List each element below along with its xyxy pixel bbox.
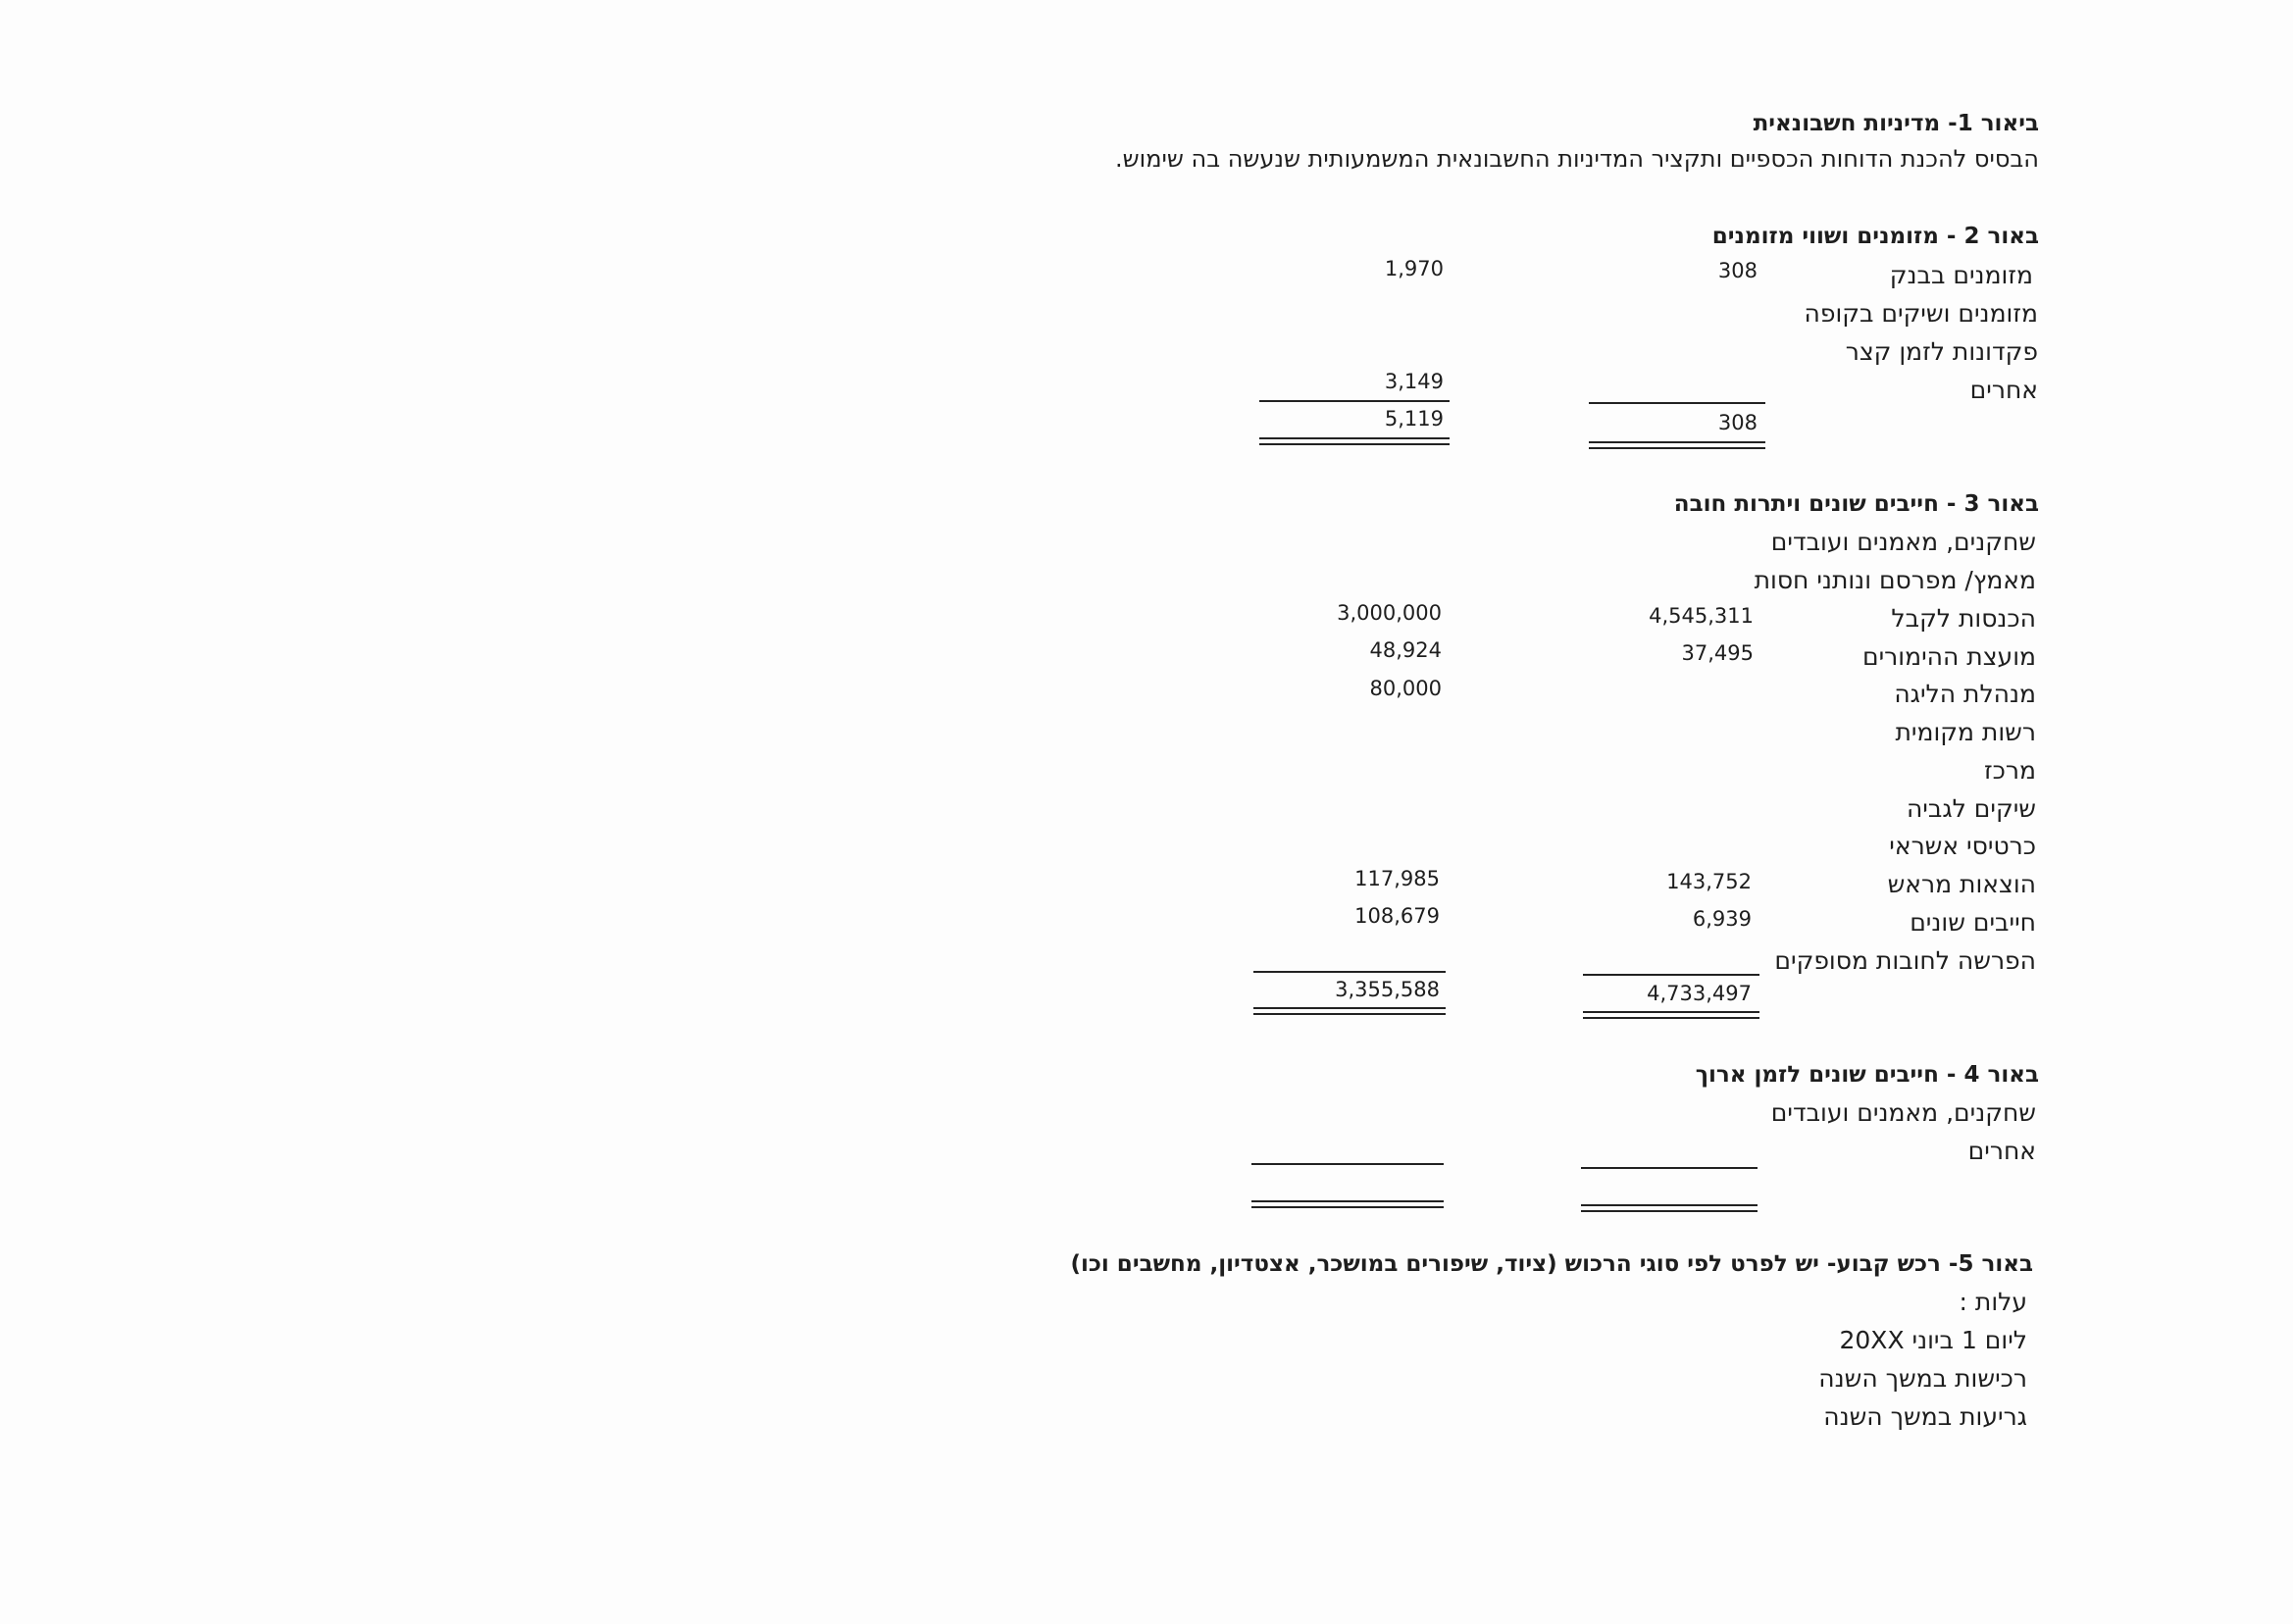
note2-total-col2: 5,119 — [1384, 407, 1444, 431]
subtotal-line — [1589, 402, 1765, 404]
note3-row-col2: 3,000,000 — [1337, 601, 1442, 625]
note3-row-label: רשות מקומית — [1895, 718, 2036, 746]
note3-row-col1: 143,752 — [1666, 870, 1752, 893]
note3-row-label: מועצת ההימורים — [1862, 642, 2036, 671]
subtotal-line — [1259, 400, 1450, 402]
subtotal-line — [1251, 1163, 1444, 1165]
total-double-line — [1251, 1200, 1444, 1208]
note3-row-col2: 80,000 — [1369, 677, 1442, 700]
note1-text: הבסיס להכנת הדוחות הכספיים ותקציר המדיניות החשבונאית המשמעותית שנעשה בה שימוש. — [1115, 145, 2039, 173]
total-double-line — [1581, 1204, 1758, 1212]
note3-row-col2: 48,924 — [1369, 638, 1442, 662]
note2-row-col2: 3,149 — [1384, 370, 1444, 393]
note5-row-label: עלות : — [1959, 1288, 2027, 1316]
note2-row-label: מזומנים בבנק — [1889, 261, 2033, 289]
note3-row-label: חייבים שונים — [1910, 908, 2036, 937]
note3-row-col1: 37,495 — [1681, 641, 1754, 665]
note3-total-col1: 4,733,497 — [1647, 982, 1752, 1005]
note4-title: באור 4 - חייבים שונים לזמן ארוך — [1695, 1062, 2039, 1088]
note2-row-col2: 1,970 — [1384, 257, 1444, 280]
note3-row-label: מרכז — [1984, 756, 2036, 785]
note4-row-label: שחקנים, מאמנים ועובדים — [1770, 1098, 2036, 1127]
note5-row-label: ליום 1 ביוני 20XX — [1839, 1326, 2027, 1354]
note3-row-label: שחקנים, מאמנים ועובדים — [1770, 528, 2036, 556]
subtotal-line — [1583, 974, 1759, 976]
note2-row-col1: 308 — [1717, 259, 1758, 282]
total-double-line — [1253, 1007, 1446, 1015]
note2-title: באור 2 - מזומנים ושווי מזומנים — [1711, 224, 2039, 249]
subtotal-line — [1253, 971, 1446, 973]
note1-title: ביאור 1- מדיניות חשבונאית — [1753, 111, 2039, 136]
note3-row-col1: 4,545,311 — [1649, 604, 1754, 628]
note3-row-label: הוצאות מראש — [1887, 870, 2036, 898]
note3-row-label: שיקים לגביה — [1906, 794, 2036, 823]
note3-row-label: הפרשה לחובות מסופקים — [1774, 946, 2036, 975]
note3-row-label: מאמץ/ מפרסם ונותני חסות — [1754, 566, 2036, 594]
note3-row-label: כרטיסי אשראי — [1889, 832, 2036, 860]
note3-total-col2: 3,355,588 — [1335, 978, 1440, 1001]
note2-row-label: מזומנים ושיקים בקופה — [1804, 299, 2038, 328]
note3-row-col2: 117,985 — [1354, 867, 1440, 890]
note5-row-label: גריעות במשך השנה — [1823, 1402, 2027, 1431]
note2-row-label: אחרים — [1969, 376, 2038, 404]
note5-title: באור 5- רכש קבוע- יש לפרט לפי סוגי הרכוש (ציוד, שיפורים במושכר, אצטדיון, מחשבים וכו) — [1070, 1251, 2033, 1277]
note3-row-label: הכנסות לקבל — [1891, 604, 2036, 633]
note3-title: באור 3 - חייבים שונים ויתרות חובה — [1673, 491, 2039, 517]
total-double-line — [1583, 1011, 1759, 1019]
note3-row-col1: 6,939 — [1692, 907, 1752, 931]
total-double-line — [1589, 441, 1765, 449]
note3-row-label: מנהלת הליגה — [1894, 680, 2036, 708]
note3-row-col2: 108,679 — [1354, 904, 1440, 928]
note5-row-label: רכישות במשך השנה — [1818, 1364, 2027, 1393]
note2-total-col1: 308 — [1717, 411, 1758, 434]
note2-row-label: פקדונות לזמן קצר — [1845, 337, 2038, 366]
total-double-line — [1259, 437, 1450, 445]
subtotal-line — [1581, 1167, 1758, 1169]
note4-row-label: אחרים — [1967, 1137, 2036, 1165]
